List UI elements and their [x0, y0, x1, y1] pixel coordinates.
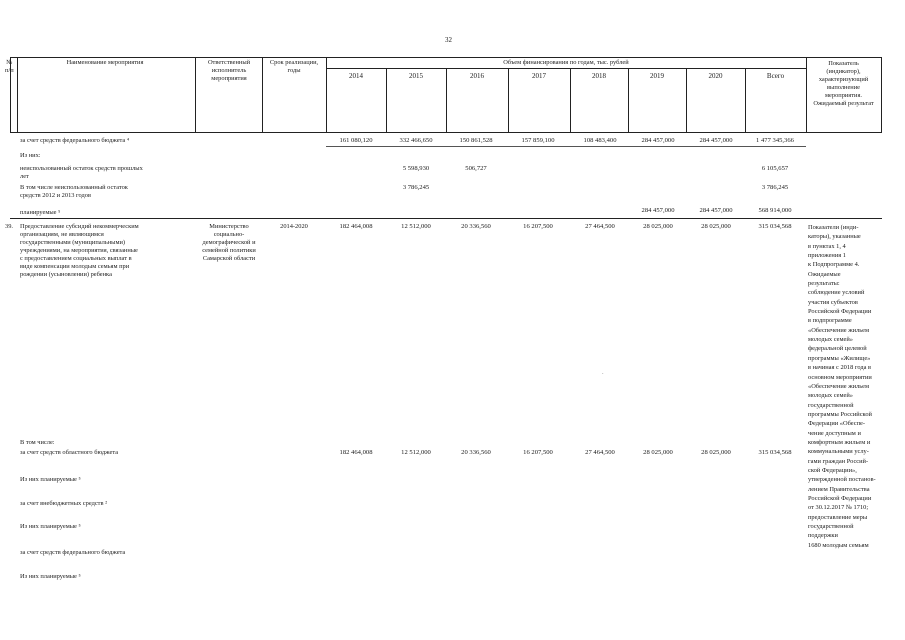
row-divider: [10, 218, 882, 219]
value-cell: 315 034,568: [758, 223, 792, 230]
header-year-2019: 2019: [650, 72, 664, 80]
value-cell: 568 914,000: [758, 207, 792, 214]
subrow-label-federal: за счет средств федерального бюджета: [20, 549, 126, 556]
value-cell: 27 464,500: [585, 449, 615, 456]
value-cell: 157 859,100: [521, 137, 555, 144]
value-cell: 182 464,008: [339, 449, 373, 456]
header-col-name: Наименование мероприятия: [66, 59, 144, 66]
header-col-indicator: Показатель (индикатор), характеризующий выполнение мероприятия. Ожидаемый результат: [813, 60, 874, 107]
stray-mark: .: [602, 369, 604, 376]
value-cell: 3 786,245: [402, 184, 430, 191]
value-cell: 182 464,008: [339, 223, 373, 230]
value-cell: 315 034,568: [758, 449, 792, 456]
header-col-funding: Объем финансирования по годам, тыс. рублей: [503, 59, 629, 66]
row-label-from-them: Из них:: [20, 152, 41, 159]
value-cell: 5 598,930: [402, 165, 430, 172]
header-year-2020: 2020: [708, 72, 723, 80]
subrow-label-planned-2: Из них планируемые ⁵: [20, 523, 81, 530]
subrow-label-including: В том числе:: [20, 439, 55, 446]
item-name: Предоставление субсидий некоммерческим организациям, не являющимся государственными (муниципальными) учреждениями, на мероприятия, связанные с предоставлением социальных выплат в виде компенсации молодым семьям при рождении (усыновлении) ребенка: [20, 223, 139, 278]
value-cell: 20 336,560: [461, 449, 491, 456]
header-col-executor: Ответственный исполнитель мероприятия: [207, 59, 251, 82]
value-cell: 284 457,000: [699, 207, 733, 214]
value-cell: 161 080,120: [339, 137, 373, 144]
value-cell: 28 025,000: [643, 223, 673, 230]
value-cell: 332 466,650: [399, 137, 433, 144]
item-executor: Министерство социально- демографической и семейной политики Самарской области: [202, 223, 256, 262]
value-cell: 16 207,500: [523, 223, 553, 230]
value-cell: 108 483,400: [583, 137, 617, 144]
item-term: 2014-2020: [280, 223, 308, 230]
header-year-total: Всего: [766, 72, 785, 80]
row-label-unused-2012-2013: В том числе неиспользованный остаток средств 2012 и 2013 годов: [20, 184, 128, 199]
value-cell: 1 477 345,366: [756, 137, 794, 144]
subrow-label-planned-3: Из них планируемые ⁵: [20, 573, 81, 580]
subrow-label-planned-1: Из них планируемые ⁵: [20, 476, 81, 483]
value-cell: 150 861,528: [459, 137, 493, 144]
row-federal-underline: [326, 146, 806, 147]
value-cell: 28 025,000: [643, 449, 673, 456]
header-year-2018: 2018: [592, 72, 606, 80]
header-col-number: № п/п: [5, 59, 14, 74]
value-cell: 284 457,000: [641, 207, 675, 214]
item-number: 39.: [5, 223, 13, 230]
value-cell: 506,727: [465, 165, 487, 172]
header-year-2015: 2015: [409, 72, 423, 80]
subrow-label-regional: за счет средств областного бюджета: [20, 449, 119, 456]
value-cell: 3 786,245: [761, 184, 789, 191]
value-cell: 27 464,500: [585, 223, 615, 230]
page-number: 32: [445, 36, 452, 44]
value-cell: 20 336,560: [461, 223, 491, 230]
subrow-label-extrabudgetary: за счет внебюджетных средств ²: [20, 500, 107, 507]
value-cell: 16 207,500: [523, 449, 553, 456]
value-cell: 12 512,000: [401, 449, 431, 456]
header-year-2017: 2017: [532, 72, 546, 80]
item-indicator: Показатели (инди- каторы), указанные в пунктах 1, 4 приложения 1 к Подпрограмме 4. Ожидаемые результаты: соблюдение условий участия субъектов Российской Федерации в подпрограмме «Обеспечение жильем молодых семей» федеральной целевой программы «Жилище» в начиная с 2018 года в основном мероприятии «Обеспечение жильем молодых семей» государственной программы Российской Федерации «Обеспе- чение доступным и комфортным жильем и коммунальными услу- гами граждан Россий- ской Федерации», утвержденной постанов- лением Правительства Российской Федерации от 30.12.2017 № 1710; предоставление меры государственной поддержки 1680 молодым семьям: [808, 224, 876, 549]
value-cell: 28 025,000: [701, 449, 731, 456]
header-year-2016: 2016: [470, 72, 484, 80]
value-cell: 284 457,000: [641, 137, 675, 144]
row-label-unused-balance: неиспользованный остаток средств прошлых лет: [20, 165, 143, 180]
value-cell: 12 512,000: [401, 223, 431, 230]
header-year-2014: 2014: [349, 72, 363, 80]
value-cell: 284 457,000: [699, 137, 733, 144]
value-cell: 28 025,000: [701, 223, 731, 230]
header-col-term: Срок реализации, годы: [269, 59, 319, 74]
value-cell: 6 105,657: [761, 165, 789, 172]
row-label-federal: за счет средств федерального бюджета ⁴: [20, 137, 130, 144]
row-label-planned: планируемые ⁵: [20, 209, 61, 216]
